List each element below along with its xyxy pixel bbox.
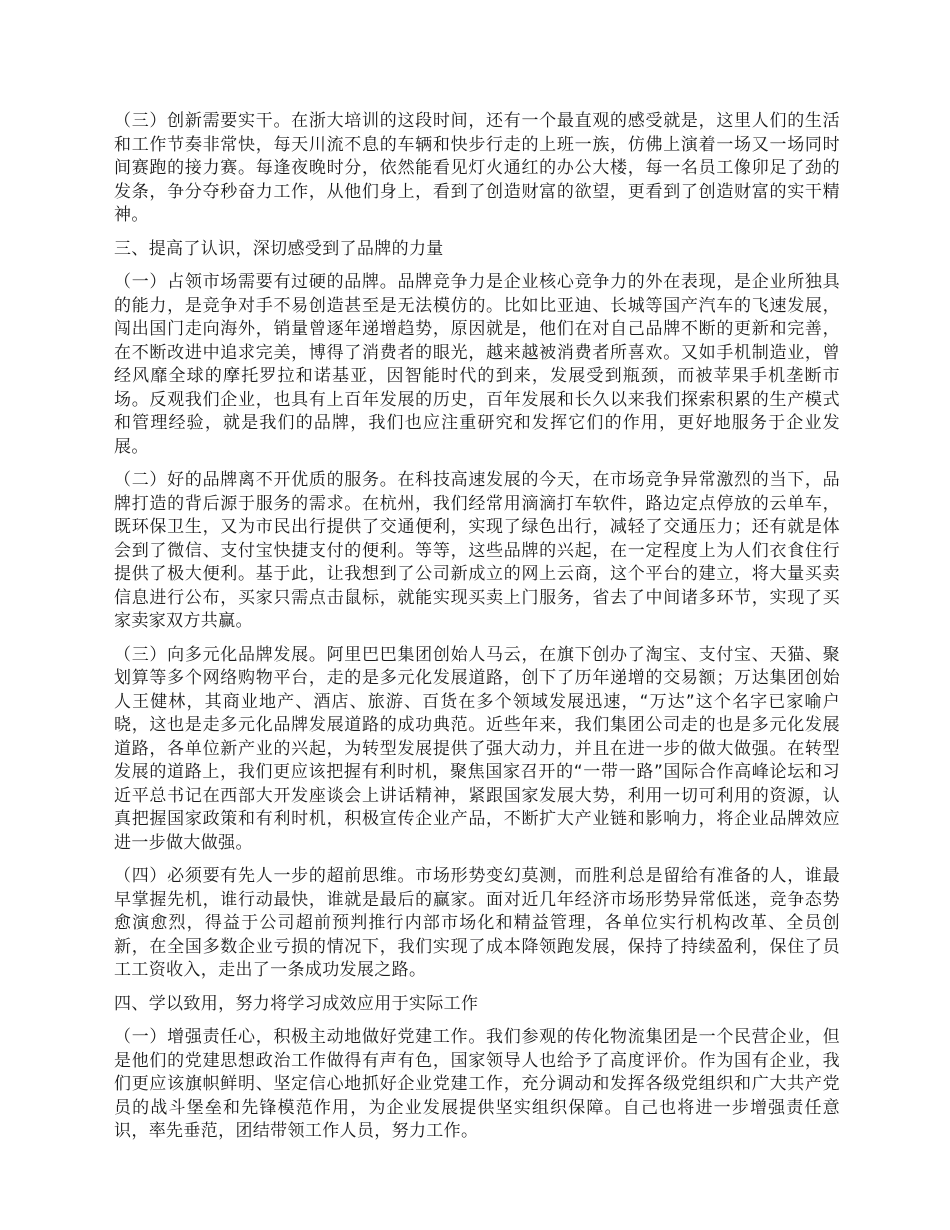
- paragraph-party-building: （一）增强责任心，积极主动地做好党建工作。我们参观的传化物流集团是一个民营企业，但是他们的党建思想政治工作做得有声有色，国家领导人也给予了高度评价。作为国有企业，我们更应该旗帜鲜明、坚定信心地抓好企业党建工作，充分调动和发挥各级党组织和广大共产党员的战斗堡垒和先锋模范作用，为企业发展提供坚实组织保障。自己也将进一步增强责任意识，率先垂范，团结带领工作人员，努力工作。: [114, 1027, 840, 1141]
- paragraph-forward-thinking: （四）必须要有先人一步的超前思维。市场形势变幻莫测，而胜利总是留给有准备的人，谁最早掌握先机，谁行动最快，谁就是最后的赢家。面对近几年经济市场形势异常低迷，竞争态势愈演愈烈，得益于公司超前预判推行内部市场化和精益管理，各单位实行机构改革、全员创新，在全国多数企业亏损的情况下，我们实现了成本降领跑发展，保持了持续盈利，保住了员工工资收入，走出了一条成功发展之路。: [114, 866, 840, 980]
- paragraph-strong-brand: （一）占领市场需要有过硬的品牌。品牌竞争力是企业核心竞争力的外在表现，是企业所独具的能力，是竞争对手不易创造甚至是无法模仿的。比如比亚迪、长城等国产汽车的飞速发展，闯出国门走向海外，销量曾逐年递增趋势，原因就是，他们在对自己品牌不断的更新和完善，在不断改进中追求完美，博得了消费者的眼光，越来越被消费者所喜欢。又如手机制造业，曾经风靡全球的摩托罗拉和诺基亚，因智能时代的到来，发展受到瓶颈，而被苹果手机垄断市场。反观我们企业，也具有上百年发展的历史，百年发展和长久以来我们探索积累的生产模式和管理经验，就是我们的品牌，我们也应注重研究和发挥它们的作用，更好地服务于企业发展。: [114, 272, 840, 457]
- paragraph-innovation-practice: （三）创新需要实干。在浙大培训的这段时间，还有一个最直观的感受就是，这里人们的生活和工作节奏非常快，每天川流不息的车辆和快步行走的上班一族，仿佛上演着一场又一场同时间赛跑的接力赛。每逢夜晚时分，依然能看见灯火通红的办公大楼，每一名员工像卯足了劲的发条，争分夺秒奋力工作，从他们身上，看到了创造财富的欲望，更看到了创造财富的实干精神。: [114, 111, 840, 225]
- paragraph-diversified-brand: （三）向多元化品牌发展。阿里巴巴集团创始人马云，在旗下创办了淘宝、支付宝、天猫、聚划算等多个网络购物平台，走的是多元化发展道路，创下了历年递增的交易额；万达集团创始人王健林，其商业地产、酒店、旅游、百货在多个领域发展迅速，“万达”这个名字已家喻户晓，这也是走多元化品牌发展道路的成功典范。近些年来，我们集团公司走的也是多元化发展道路，各单位新产业的兴起，为转型发展提供了强大动力，并且在进一步的做大做强。在转型发展的道路上，我们更应该把握有利时机，聚焦国家召开的“一带一路”国际合作高峰论坛和习近平总书记在西部大开发座谈会上讲话精神，紧跟国家发展大势，利用一切可利用的资源，认真把握国家政策和有利时机，积极宣传企业产品，不断扩大产业链和影响力，将企业品牌效应进一步做大做强。: [114, 644, 840, 853]
- section-heading-apply-learning: 四、学以致用，努力将学习成效应用于实际工作: [114, 993, 479, 1014]
- paragraph-quality-service: （二）好的品牌离不开优质的服务。在科技高速发展的今天，在市场竞争异常激烈的当下，品牌打造的背后源于服务的需求。在杭州，我们经常用滴滴打车软件，路边定点停放的云单车，既环保卫生，又为市民出行提供了交通便利，实现了绿色出行，减轻了交通压力；还有就是体会到了微信、支付宝快捷支付的便利。等等，这些品牌的兴起，在一定程度上为人们衣食住行提供了极大便利。基于此，让我想到了公司新成立的网上云商，这个平台的建立，将大量买卖信息进行公布，买家只需点击鼠标，就能实现买卖上门服务，省去了中间诸多环节，实现了买家卖家双方共赢。: [114, 470, 840, 631]
- section-heading-brand-power: 三、提高了认识，深切感受到了品牌的力量: [114, 238, 444, 259]
- document-body: [114, 110, 840, 1154]
